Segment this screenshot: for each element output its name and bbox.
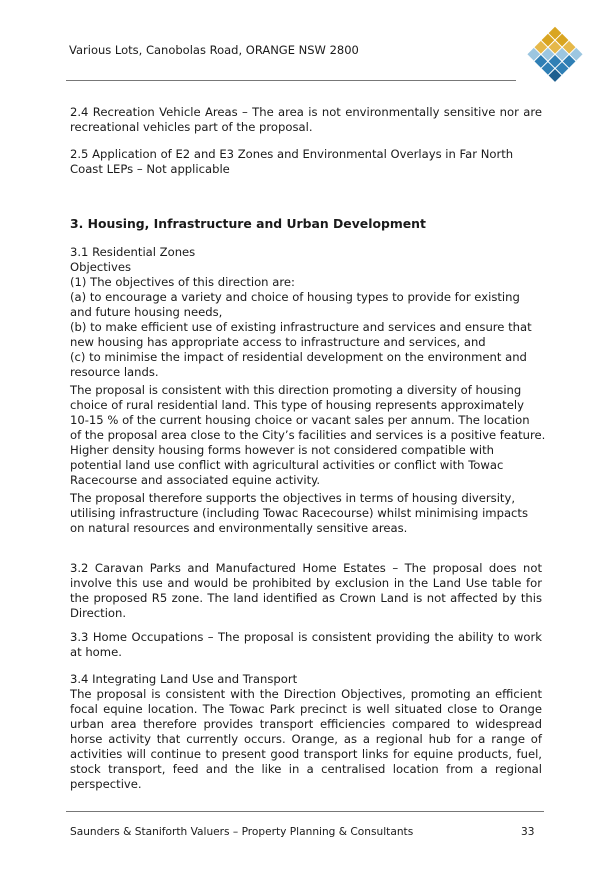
- section-heading-3: 3. Housing, Infrastructure and Urban Development: [70, 216, 426, 231]
- section-3-4-body: The proposal is consistent with the Direction Objectives, promoting an efficient focal equine location. The Towac Park precinct is well situated close to Orange urban area therefore provides transport efficiencies compared to widespread horse activity that currently occurs. Orange, as a regional hub for a range of activities will continue to present good transport links for equine products, fuel, stock transport, feed and the like in a centralised location from a regional perspective.: [70, 687, 542, 791]
- section-3-3: 3.3 Home Occupations – The proposal is consistent providing the ability to work at home.: [70, 630, 542, 659]
- section-3-1: [70, 245, 542, 380]
- section-3-1-paragraph-2: [70, 491, 542, 536]
- footer-divider: [66, 811, 544, 812]
- paragraph-line: Racecourse and associated equine activity.: [70, 473, 321, 487]
- header-divider: [66, 80, 516, 81]
- section-2-5: 2.5 Application of E2 and E3 Zones and Environmental Overlays in Far North Coast LEPs – Not applicable: [70, 147, 514, 176]
- paragraph-line: The proposal is consistent with this direction promoting a diversity of housing: [70, 383, 522, 397]
- section-3-1-title: 3.1 Residential Zones: [70, 245, 196, 259]
- section-2-4: 2.4 Recreation Vehicle Areas – The area is not environmentally sensitive nor are recreational vehicles part of the proposal.: [70, 105, 542, 134]
- objective-line: (1) The objectives of this direction are:: [70, 275, 295, 289]
- logo-graphic: [527, 25, 583, 85]
- paragraph-line: of the proposal area close to the City’s facilities and services is a positive feature.: [70, 428, 546, 442]
- paragraph-line: 10-15 % of the current housing choice or vacant sales per annum. The location: [70, 413, 530, 427]
- company-logo: [527, 25, 583, 85]
- objective-line: resource lands.: [70, 365, 159, 379]
- objective-line: (c) to minimise the impact of residential development on the environment and: [70, 350, 527, 364]
- paragraph-line: Higher density housing forms however is not considered compatible with: [70, 443, 494, 457]
- objectives-label: Objectives: [70, 260, 132, 274]
- section-3-4-title: 3.4 Integrating Land Use and Transport: [70, 672, 298, 686]
- page-number: 33: [521, 826, 535, 838]
- paragraph-line: potential land use conflict with agricultural activities or conflict with Towac: [70, 458, 504, 472]
- objective-line: (a) to encourage a variety and choice of housing types to provide for existing: [70, 290, 520, 304]
- objective-line: (b) to make efficient use of existing infrastructure and services and ensure that: [70, 320, 532, 334]
- header-address: Various Lots, Canobolas Road, ORANGE NSW 2800: [69, 43, 359, 57]
- objective-line: and future housing needs,: [70, 305, 223, 319]
- section-3-2: 3.2 Caravan Parks and Manufactured Home Estates – The proposal does not involve this use and would be prohibited by exclusion in the Land Use table for the proposed R5 zone. The land identified as Crown Land is not affected by this Direction.: [70, 561, 542, 620]
- objective-line: new housing has appropriate access to infrastructure and services, and: [70, 335, 486, 349]
- section-3-4: [70, 672, 542, 792]
- footer-company: Saunders & Staniforth Valuers – Property Planning & Consultants: [70, 826, 414, 838]
- section-3-1-paragraph-1: [70, 383, 546, 488]
- paragraph-line: utilising infrastructure (including Towac Racecourse) whilst minimising impacts: [70, 506, 529, 520]
- paragraph-line: on natural resources and environmentally sensitive areas.: [70, 521, 408, 535]
- paragraph-line: The proposal therefore supports the objectives in terms of housing diversity,: [70, 491, 516, 505]
- paragraph-line: choice of rural residential land. This type of housing represents approximately: [70, 398, 524, 412]
